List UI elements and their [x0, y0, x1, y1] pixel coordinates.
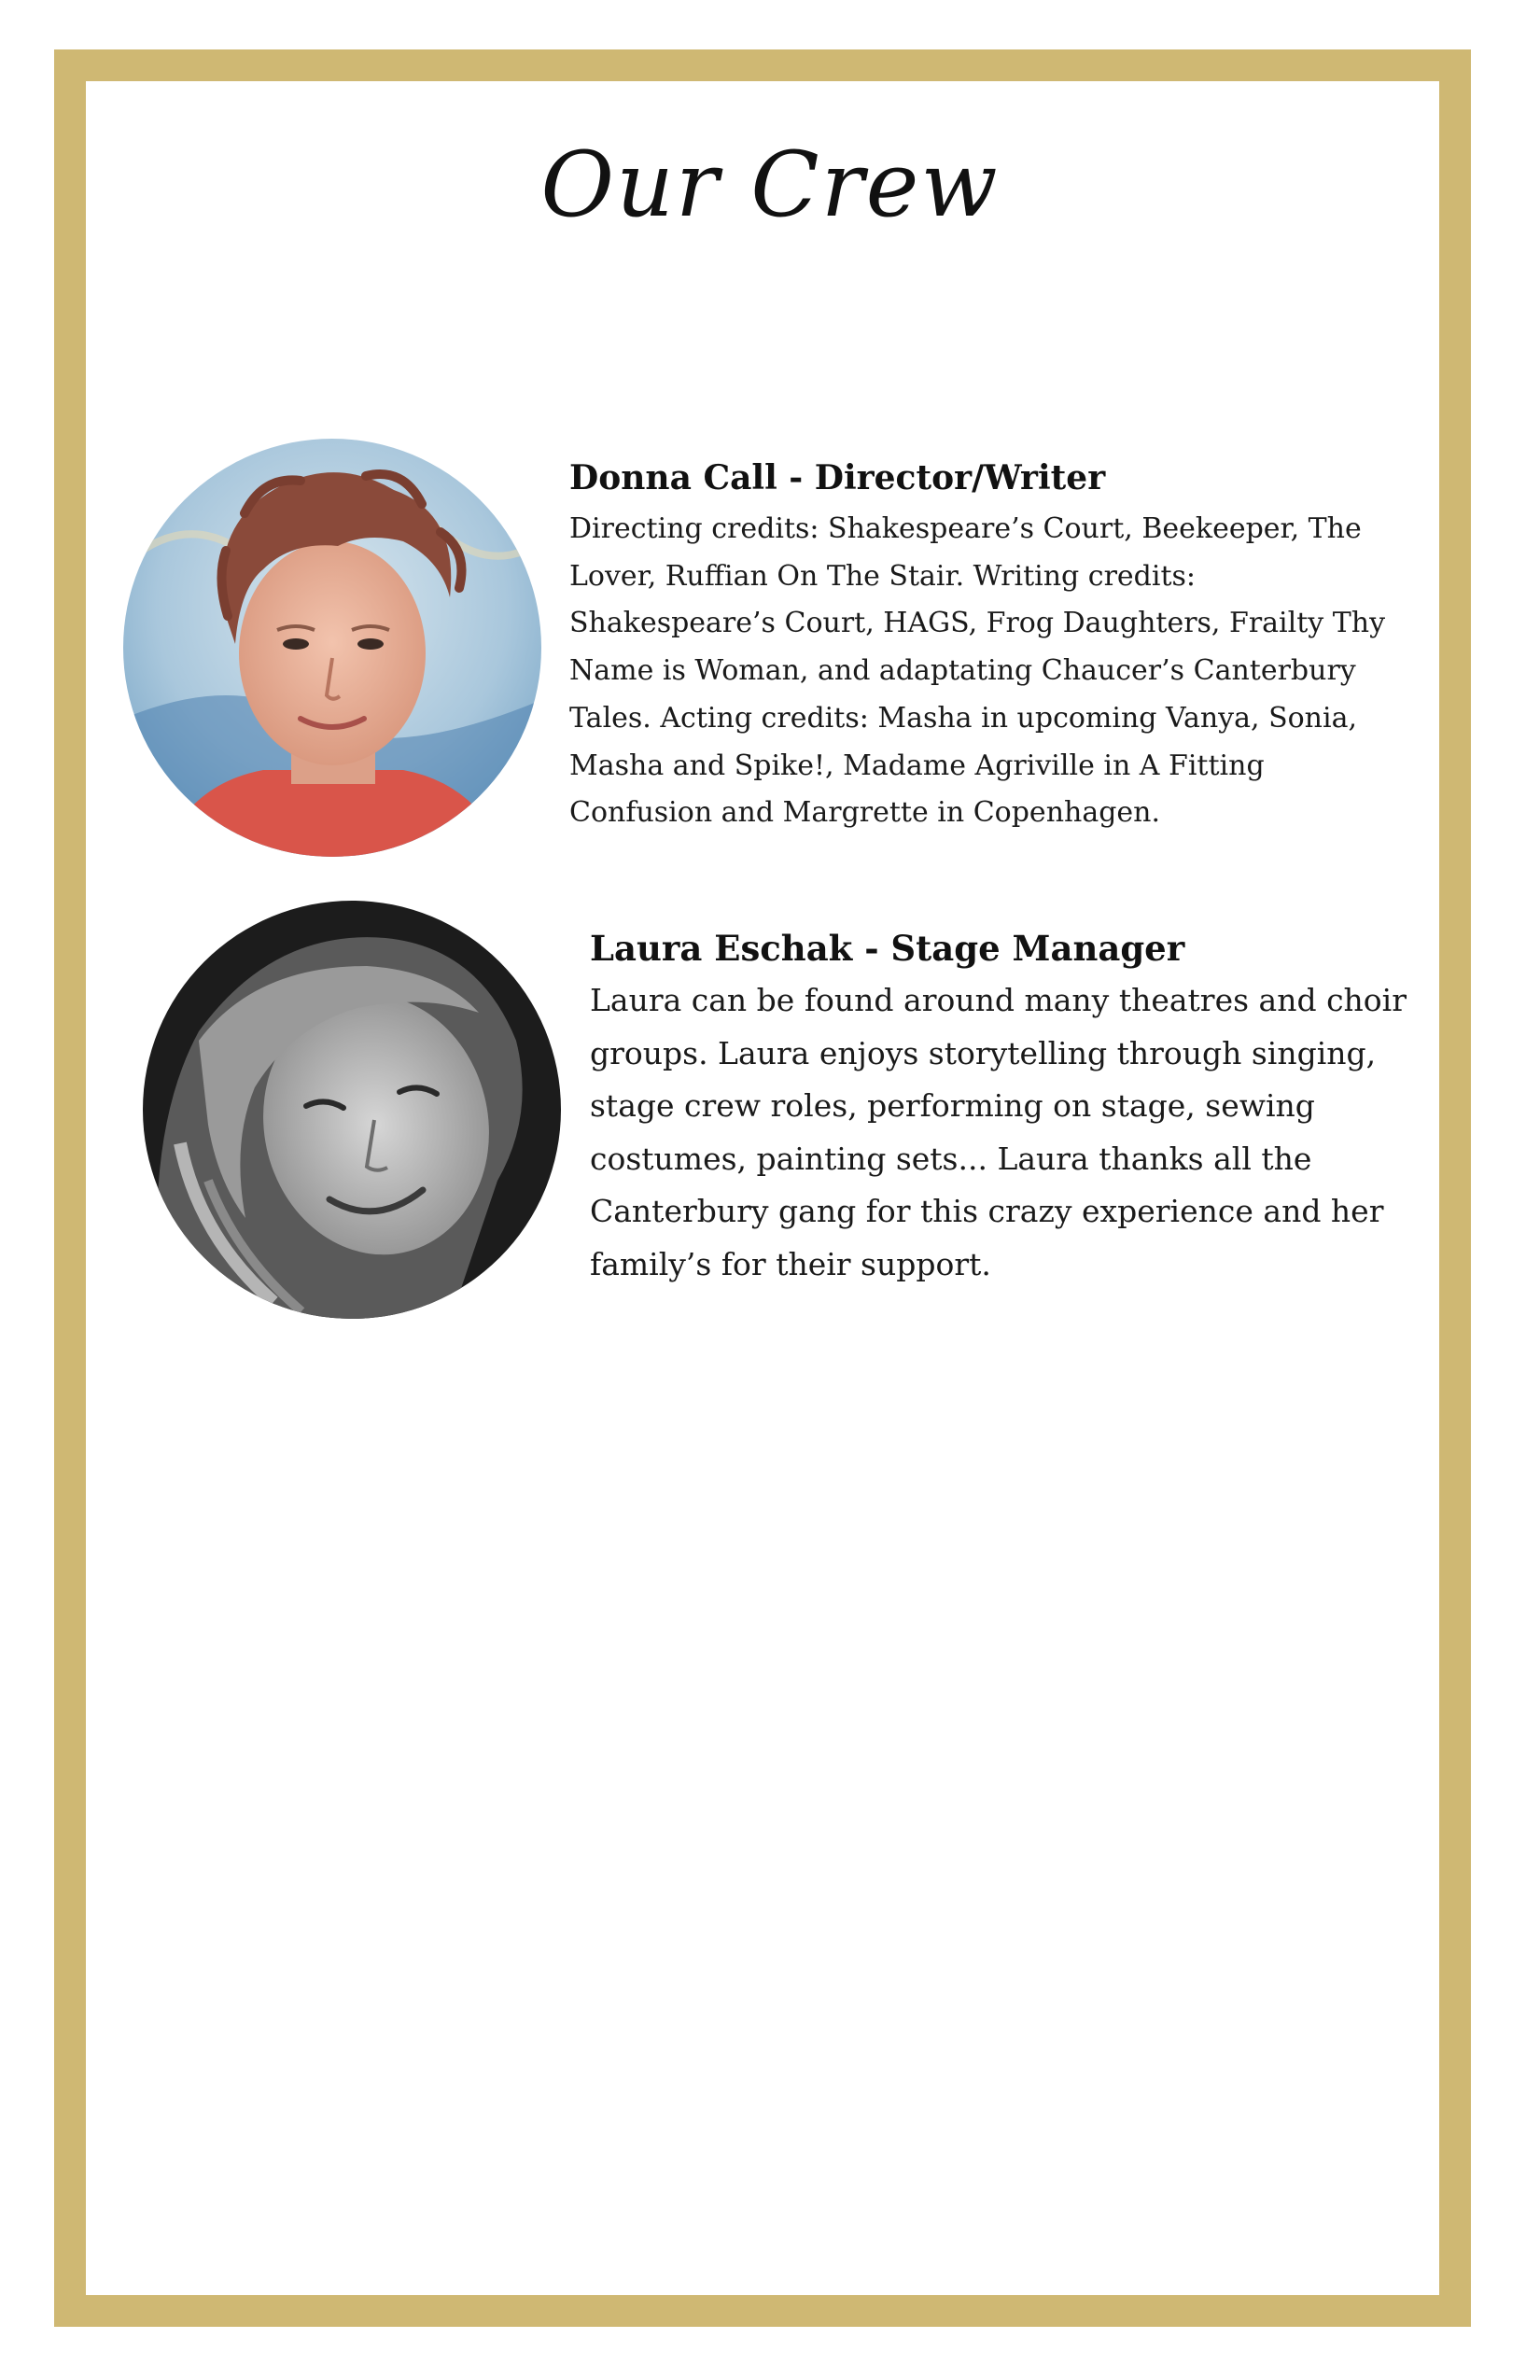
crew-member-bio: Laura can be found around many theatres and choir groups. Laura enjoys storytelling through singing, stage crew roles, performing on stage, sewing costumes, painting sets... Laura thanks all the Canterbury gang for this crazy experience and her family’s for their support. [590, 982, 1407, 1282]
donna-call-photo [123, 439, 541, 857]
crew-member-bio: Directing credits: Shakespeare’s Court, Beekeeper, The Lover, Ruffian On The Stair. Writing credits: Shakespeare’s Court, HAGS, Frog Daughters, Frailty Thy Name is Woman, and adaptating Chaucer’s Canterbury Tales. Acting credits: Masha in upcoming Vanya, Sonia, Masha and Spike!, Madame Agriville in A Fitting Confusion and Margrette in Copenhagen. [569, 512, 1386, 830]
crew-member-donna-call [569, 454, 1409, 837]
crew-member-name: Donna Call - Director/Writer [569, 458, 1106, 497]
page-title: Our Crew [540, 133, 1000, 237]
crew-member-laura-eschak [590, 922, 1411, 1292]
laura-eschak-photo [143, 901, 561, 1319]
crew-member-name: Laura Eschak - Stage Manager [590, 928, 1185, 969]
